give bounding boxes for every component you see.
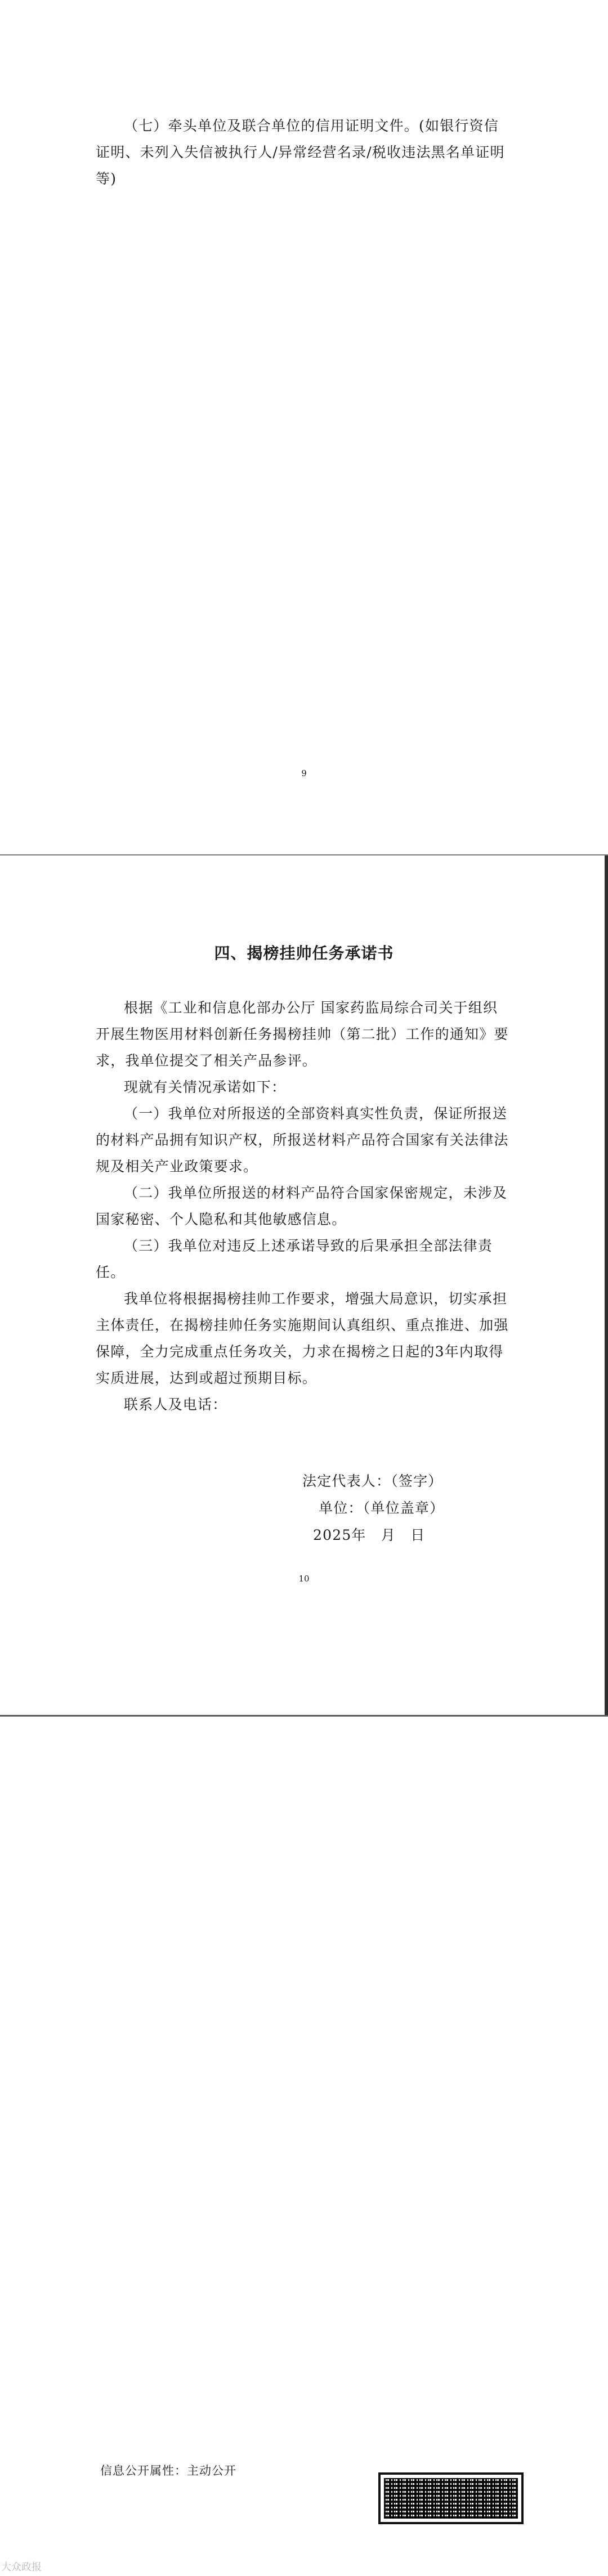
- document-page-10: [0, 855, 608, 1717]
- disclosure-note: 信息公开属性：主动公开: [100, 2464, 236, 2478]
- page-number: 10: [298, 1574, 310, 1584]
- commitment-item-2: （二）我单位所报送的材料产品符合国家保密规定，未涉及国家秘密、个人隐私和其他敏感信息。: [96, 1185, 508, 1227]
- barcode-image: [378, 2472, 524, 2524]
- page-number: 9: [301, 768, 307, 778]
- signature-date: 2025年 月 日: [313, 1527, 426, 1543]
- scan-edge: [605, 855, 608, 1717]
- intro-paragraph: 根据《工业和信息化部办公厅 国家药监局综合司关于组织开展生物医用材料创新任务揭榜挂帅（第二批）工作的通知》要求，我单位提交了相关产品参评。: [96, 1000, 509, 1069]
- credit-proof-paragraph: （七）牵头单位及联合单位的信用证明文件。(如银行资信证明、未列入失信被执行人/异常经营名录/税收违法黑名单证明等): [96, 118, 505, 187]
- document-page-9: [0, 0, 608, 855]
- commitment-lead: 现就有关情况承诺如下：: [124, 1079, 287, 1095]
- unit-seal: 单位：（单位盖章）: [319, 1500, 445, 1516]
- watermark: 大众政报: [1, 2561, 42, 2573]
- commitment-item-3: （三）我单位对违反上述承诺导致的后果承担全部法律责任。: [96, 1238, 493, 1280]
- contact-line: 联系人及电话：: [124, 1396, 227, 1413]
- page-title: 四、揭榜挂帅任务承诺书: [214, 944, 394, 962]
- legal-rep-signature: 法定代表人：（签字）: [302, 1473, 443, 1489]
- task-paragraph: 我单位将根据揭榜挂帅工作要求，增强大局意识，切实承担主体责任，在揭榜挂帅任务实施期间认真组织、重点推进、加强保障，全力完成重点任务攻关，力求在揭榜之日起的3年内取得实质进展，达到或超过预期目标。: [96, 1291, 509, 1386]
- commitment-item-1: （一）我单位对所报送的全部资料真实性负责，保证所报送的材料产品拥有知识产权，所报送材料产品符合国家有关法律法规及相关产业政策要求。: [96, 1105, 509, 1175]
- document-page-back: [0, 1717, 608, 2576]
- barcode-pattern: [384, 2478, 518, 2519]
